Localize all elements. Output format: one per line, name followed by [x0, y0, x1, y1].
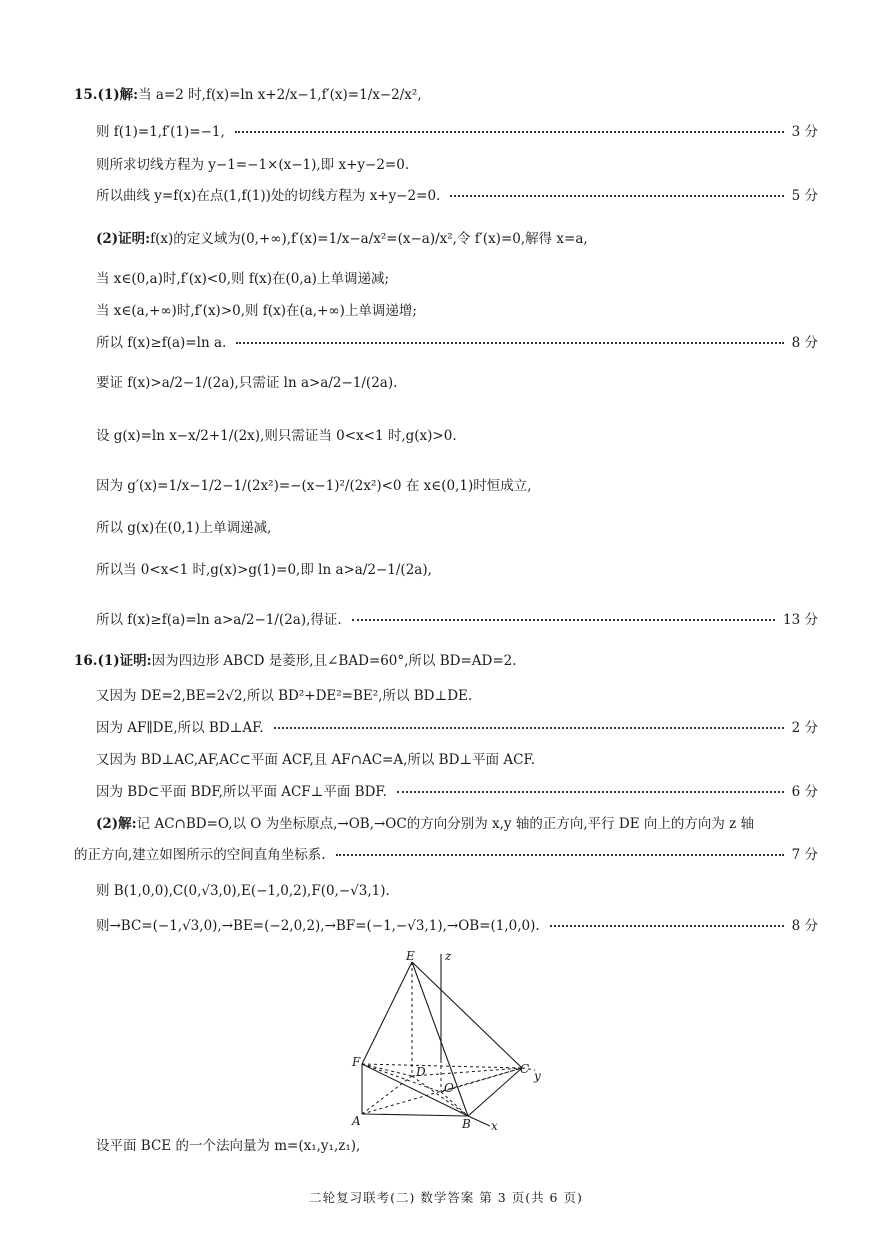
- label-C: C: [520, 1062, 530, 1076]
- score-label: 2 分: [791, 720, 818, 736]
- line-text: 所以当 0<x<1 时,g(x)>g(1)=0,即 ln a>a/2−1/(2a),: [96, 562, 432, 578]
- score-label: 5 分: [791, 188, 818, 204]
- text-line: [0, 555, 892, 585]
- leader-dots: [550, 925, 784, 927]
- line-text: 所以 g(x)在(0,1)上单调递减,: [96, 520, 272, 536]
- leader-dots: [397, 791, 784, 793]
- text-line: [0, 513, 892, 543]
- text-line: [0, 876, 892, 906]
- line-text: 则→BC=(−1,√3,0),→BE=(−2,0,2),→BF=(−1,−√3,1),→OB=(1,0,0).: [96, 918, 540, 934]
- geometry-figure: [340, 948, 550, 1134]
- edge-AB: [362, 1114, 468, 1116]
- score-label: 13 分: [783, 612, 818, 628]
- dashed-DC: [412, 1068, 522, 1076]
- line-text: 所以曲线 y=f(x)在点(1,f(1))处的切线方程为 x+y−2=0.: [96, 188, 441, 204]
- text-line: [0, 80, 892, 110]
- line-text: 16.(1)证明:因为四边形 ABCD 是菱形,且∠BAD=60°,所以 BD=AD=2.: [74, 653, 517, 669]
- label-D: D: [416, 1065, 426, 1079]
- text-line: [0, 328, 892, 358]
- text-line: [0, 117, 892, 147]
- score-label: 6 分: [791, 784, 818, 800]
- leader-dots: [336, 854, 784, 856]
- score-label: 7 分: [791, 847, 818, 863]
- text-line: [0, 1131, 892, 1161]
- dashed-AD: [362, 1076, 412, 1114]
- label-x: x: [491, 1119, 498, 1133]
- text-line: [0, 911, 892, 941]
- edge-BC: [468, 1068, 522, 1116]
- text-line: [0, 368, 892, 398]
- line-text: 则所求切线方程为 y−1=−1×(x−1),即 x+y−2=0.: [96, 157, 410, 173]
- text-line: [0, 421, 892, 451]
- score-label: 8 分: [791, 918, 818, 934]
- text-line: [0, 264, 892, 294]
- text-line: [0, 681, 892, 711]
- label-E: E: [406, 949, 415, 963]
- text-line: [0, 224, 892, 254]
- line-text: 因为 AF∥DE,所以 BD⊥AF.: [96, 720, 264, 736]
- line-text: 当 x∈(0,a)时,f′(x)<0,则 f(x)在(0,a)上单调递减;: [96, 271, 389, 287]
- label-O: O: [444, 1081, 454, 1095]
- dashed-FD: [362, 1064, 412, 1076]
- text-line: [0, 605, 892, 635]
- text-line: [0, 646, 892, 676]
- line-text: (2)证明:f(x)的定义域为(0,+∞),f′(x)=1/x−a/x²=(x−a)/x²,令 f′(x)=0,解得 x=a,: [96, 231, 588, 247]
- leader-dots: [236, 342, 784, 344]
- line-text: 15.(1)解:当 a=2 时,f(x)=ln x+2/x−1,f′(x)=1/x−2/x²,: [74, 87, 422, 103]
- score-label: 3 分: [791, 124, 818, 140]
- text-line: [0, 713, 892, 743]
- line-text: 当 x∈(a,+∞)时,f′(x)>0,则 f(x)在(a,+∞)上单调递增;: [96, 303, 417, 319]
- line-text: 因为 BD⊂平面 BDF,所以平面 ACF⊥平面 BDF.: [96, 784, 387, 800]
- leader-dots: [450, 195, 784, 197]
- text-line: [0, 296, 892, 326]
- text-line: [0, 181, 892, 211]
- dashed-FC: [362, 1064, 522, 1068]
- line-text: 又因为 BD⊥AC,AF,AC⊂平面 ACF,且 AF∩AC=A,所以 BD⊥平面 ACF.: [96, 752, 536, 768]
- line-text: (2)解:记 AC∩BD=O,以 O 为坐标原点,→OB,→OC的方向分别为 x,y 轴的正方向,平行 DE 向上的方向为 z 轴: [96, 816, 755, 832]
- leader-dots: [274, 727, 784, 729]
- label-z: z: [445, 949, 452, 963]
- label-y: y: [534, 1069, 541, 1083]
- leader-dots: [235, 131, 784, 133]
- line-text: 因为 g′(x)=1/x−1/2−1/(2x²)=−(x−1)²/(2x²)<0 在 x∈(0,1)时恒成立,: [96, 478, 532, 494]
- leader-dots: [352, 619, 775, 621]
- line-text: 设平面 BCE 的一个法向量为 m=(x₁,y₁,z₁),: [96, 1138, 361, 1154]
- label-F: F: [352, 1055, 361, 1069]
- text-line: [0, 809, 892, 839]
- label-A: A: [352, 1114, 361, 1128]
- line-text: 的正方向,建立如图所示的空间直角坐标系.: [74, 847, 326, 863]
- edge-EC: [412, 962, 522, 1068]
- label-B: B: [462, 1117, 471, 1131]
- line-text: 设 g(x)=ln x−x/2+1/(2x),则只需证当 0<x<1 时,g(x)>0.: [96, 428, 457, 444]
- dashed-DB: [412, 1076, 468, 1116]
- axis-x: [468, 1116, 490, 1126]
- dashed-AC: [362, 1068, 522, 1114]
- line-text: 则 B(1,0,0),C(0,√3,0),E(−1,0,2),F(0,−√3,1).: [96, 883, 390, 899]
- line-text: 要证 f(x)>a/2−1/(2a),只需证 ln a>a/2−1/(2a).: [96, 375, 398, 391]
- line-text: 又因为 DE=2,BE=2√2,所以 BD²+DE²=BE²,所以 BD⊥DE.: [96, 688, 473, 704]
- line-text: 所以 f(x)≥f(a)=ln a>a/2−1/(2a),得证.: [96, 612, 342, 628]
- text-line: [0, 150, 892, 180]
- line-text: 则 f(1)=1,f′(1)=−1,: [96, 124, 225, 140]
- page-footer: 二轮复习联考(二) 数学答案 第 3 页(共 6 页): [309, 1190, 583, 1205]
- score-label: 8 分: [791, 335, 818, 351]
- text-line: [0, 745, 892, 775]
- text-line: [0, 840, 892, 870]
- text-line: [0, 777, 892, 807]
- line-text: 所以 f(x)≥f(a)=ln a.: [96, 335, 227, 351]
- edge-EF: [362, 962, 412, 1064]
- text-line: [0, 471, 892, 501]
